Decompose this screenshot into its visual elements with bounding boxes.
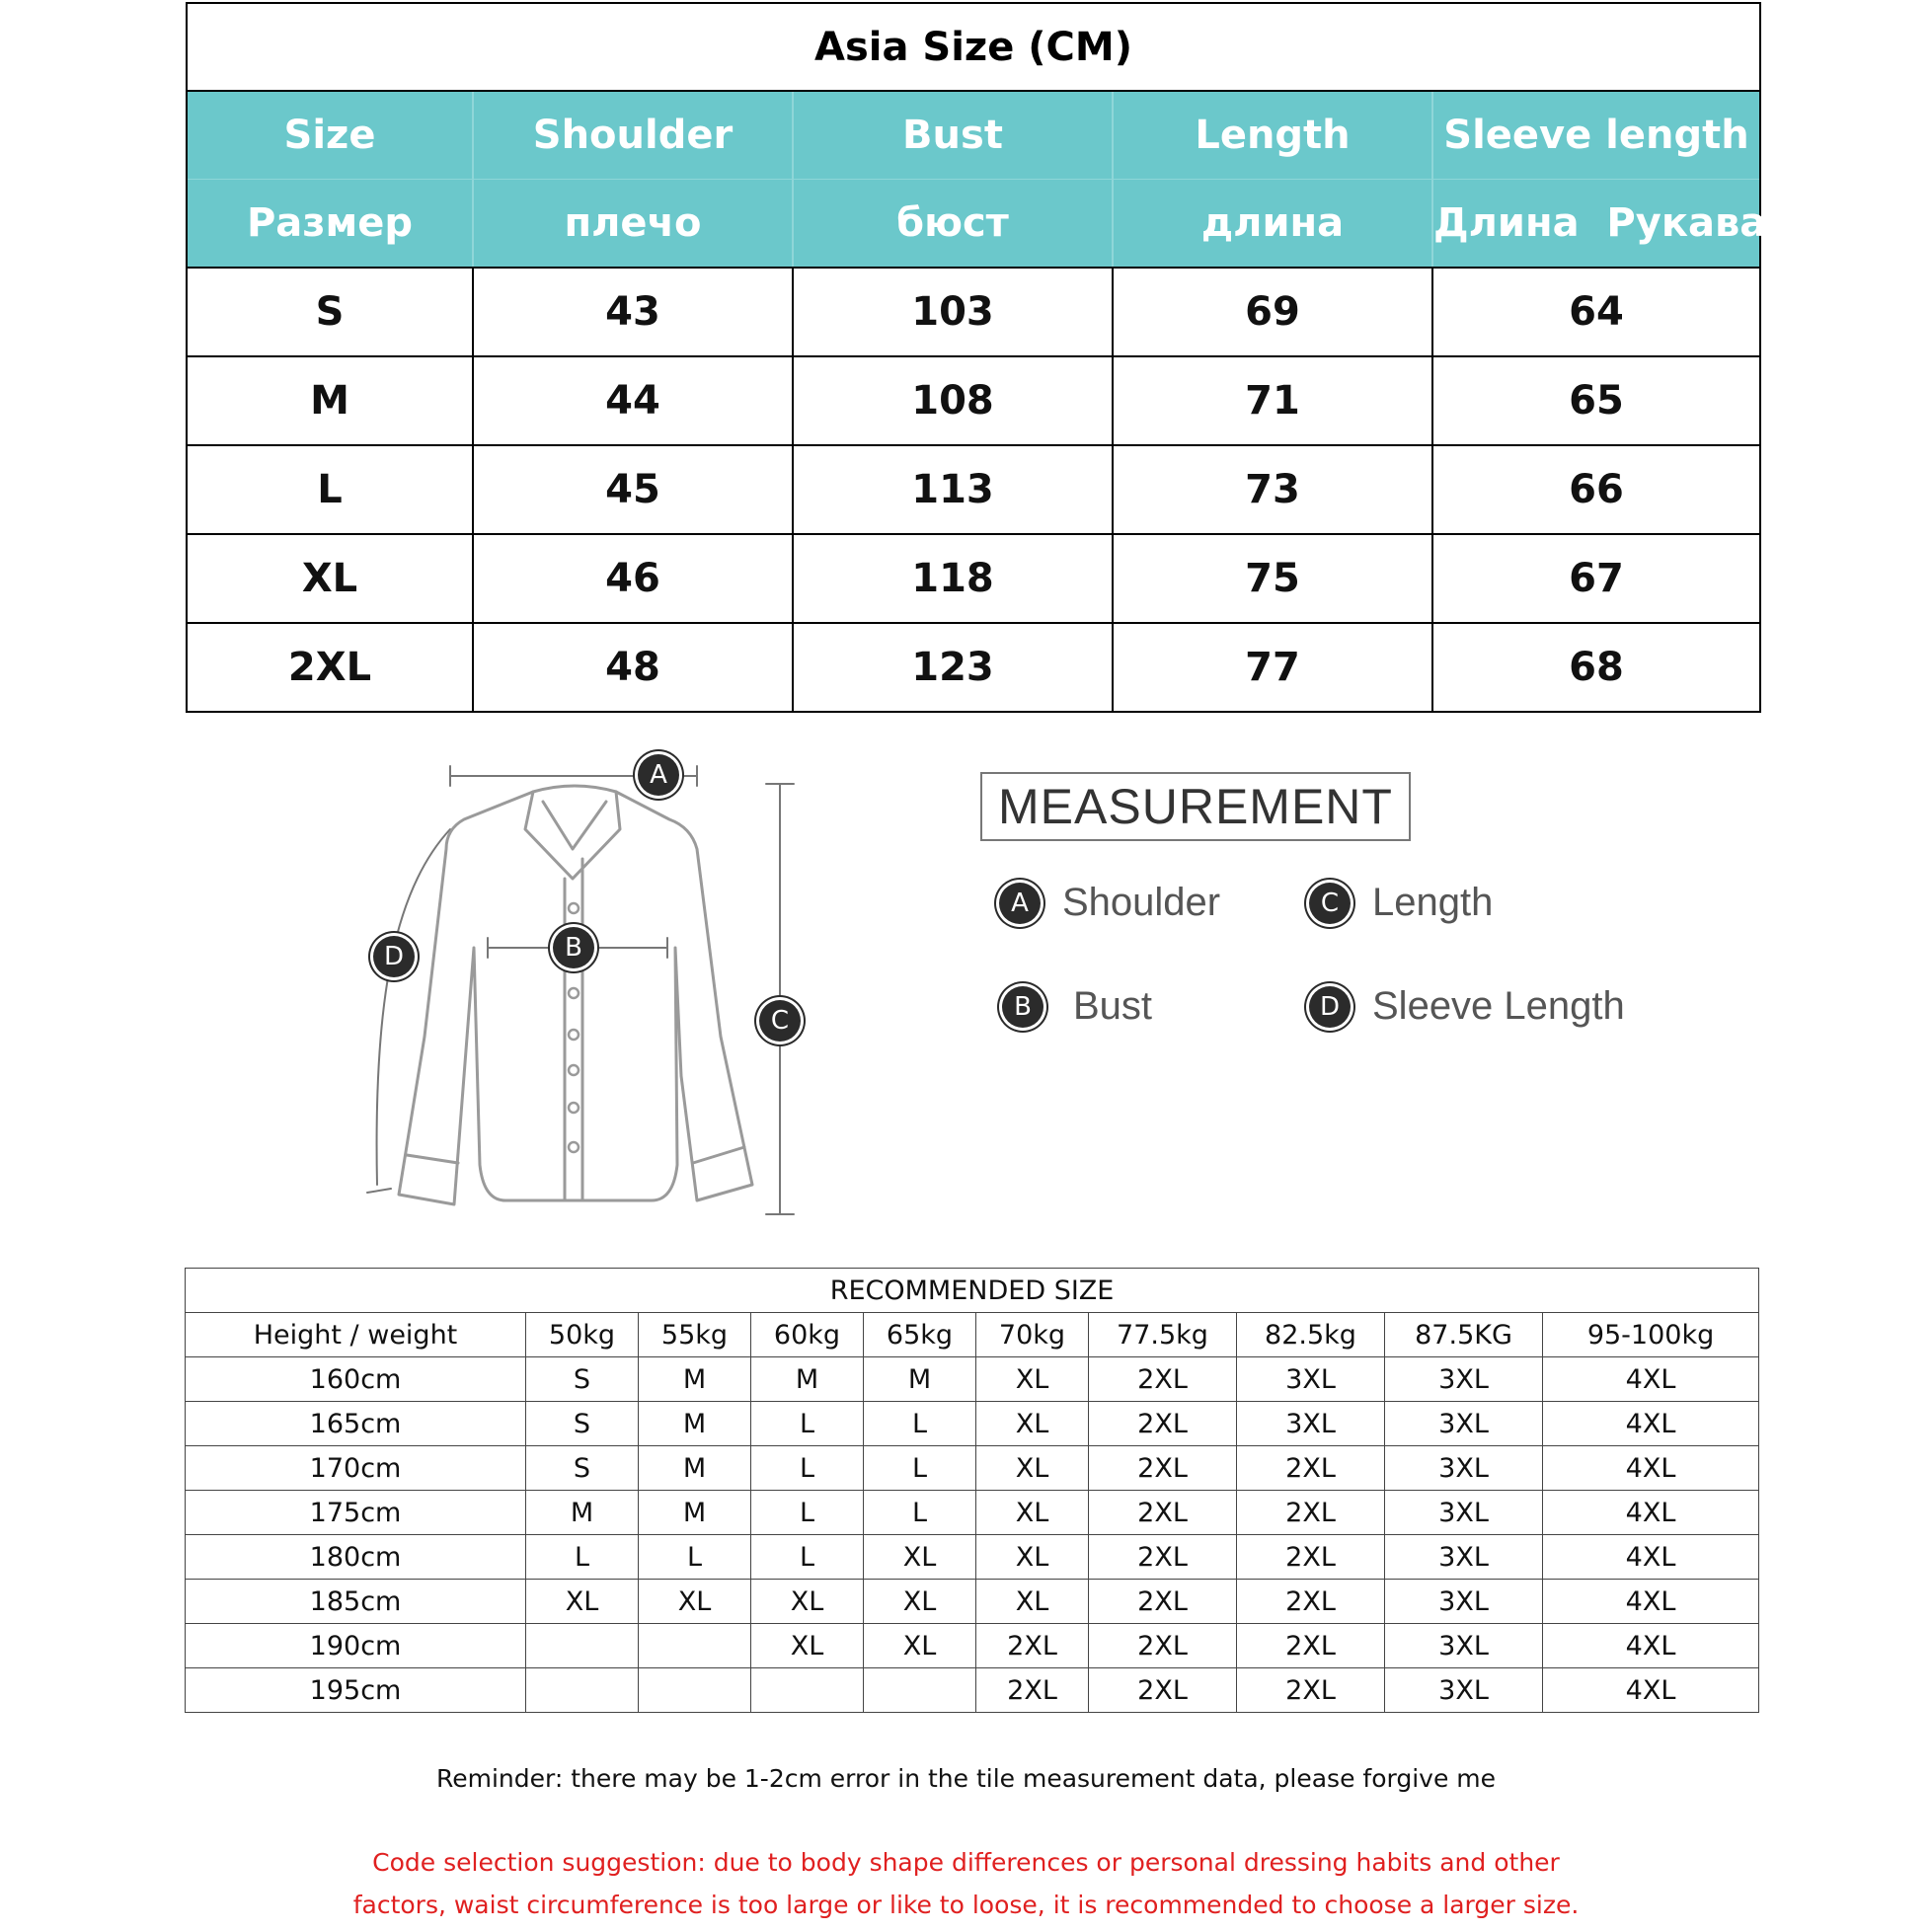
height-cell: 175cm	[186, 1491, 526, 1535]
cell: 118	[793, 534, 1113, 623]
size-cell: M	[639, 1357, 751, 1402]
size-cell: M	[639, 1446, 751, 1491]
shirt-outline	[355, 740, 810, 1224]
suggestion-note-line2: factors, waist circumference is too large or like to loose, it is recommended to choose a larger size.	[352, 1891, 1580, 1919]
recommended-row	[186, 1491, 1759, 1535]
marker-c-icon: C	[759, 1000, 801, 1042]
size-cell: XL	[976, 1446, 1089, 1491]
size-cell: L	[751, 1402, 864, 1446]
header-sleeve-length: Sleeve length	[1432, 91, 1760, 180]
size-row	[187, 356, 1760, 445]
cell: 73	[1113, 445, 1432, 534]
size-cell: 4XL	[1543, 1580, 1759, 1624]
size-cell: 2XL	[1237, 1624, 1385, 1668]
size-row	[187, 623, 1760, 712]
size-cell: L	[751, 1535, 864, 1580]
size-cell: 4XL	[1543, 1402, 1759, 1446]
size-cell: 3XL	[1237, 1357, 1385, 1402]
recommended-size-table	[185, 1268, 1759, 1713]
cell: 48	[473, 623, 793, 712]
cell: 69	[1113, 268, 1432, 356]
rec-header: 77.5kg	[1089, 1313, 1237, 1357]
size-cell: XL	[864, 1624, 976, 1668]
size-cell: 2XL	[1089, 1668, 1237, 1713]
rec-header: 50kg	[526, 1313, 639, 1357]
header-bust: Bust	[793, 91, 1113, 180]
height-cell: 195cm	[186, 1668, 526, 1713]
recommended-body	[186, 1357, 1759, 1713]
cell: 64	[1432, 268, 1760, 356]
size-cell: M	[864, 1357, 976, 1402]
size-cell: 3XL	[1237, 1402, 1385, 1446]
size-cell	[639, 1668, 751, 1713]
size-cell: 3XL	[1385, 1580, 1543, 1624]
cell: 46	[473, 534, 793, 623]
height-cell: 165cm	[186, 1402, 526, 1446]
legend-length	[1309, 881, 1493, 925]
legend-sleeve-length-label: Sleeve Length	[1372, 984, 1625, 1028]
cell: 77	[1113, 623, 1432, 712]
size-cell: 3XL	[1385, 1357, 1543, 1402]
cell: 43	[473, 268, 793, 356]
legend-d-icon: D	[1309, 986, 1351, 1028]
cell: S	[187, 268, 473, 356]
size-cell: 4XL	[1543, 1446, 1759, 1491]
size-cell: 2XL	[1237, 1446, 1385, 1491]
size-cell: XL	[976, 1580, 1089, 1624]
size-cell: XL	[639, 1580, 751, 1624]
cell: 103	[793, 268, 1113, 356]
header-row-en	[187, 91, 1760, 180]
size-cell: S	[526, 1357, 639, 1402]
size-cell: 4XL	[1543, 1535, 1759, 1580]
cell: 71	[1113, 356, 1432, 445]
size-cell: L	[864, 1491, 976, 1535]
size-table-title: Asia Size (CM)	[187, 3, 1760, 91]
size-table	[186, 2, 1767, 713]
header-size: Size	[187, 91, 473, 180]
size-cell: M	[751, 1357, 864, 1402]
size-cell: XL	[864, 1580, 976, 1624]
size-cell: 4XL	[1543, 1491, 1759, 1535]
size-cell: S	[526, 1402, 639, 1446]
recommended-header-row	[186, 1313, 1759, 1357]
size-cell: 2XL	[1089, 1357, 1237, 1402]
size-cell: 2XL	[1089, 1402, 1237, 1446]
size-cell: 2XL	[1089, 1535, 1237, 1580]
size-cell: 4XL	[1543, 1357, 1759, 1402]
rec-header: 65kg	[864, 1313, 976, 1357]
size-cell: M	[639, 1402, 751, 1446]
size-row	[187, 268, 1760, 356]
size-cell: L	[639, 1535, 751, 1580]
size-cell: XL	[976, 1491, 1089, 1535]
cell: 75	[1113, 534, 1432, 623]
cell: 113	[793, 445, 1113, 534]
legend-shoulder-label: Shoulder	[1062, 881, 1221, 924]
size-cell: 3XL	[1385, 1491, 1543, 1535]
size-cell: 2XL	[976, 1668, 1089, 1713]
size-cell: 2XL	[1237, 1580, 1385, 1624]
header-shoulder-ru: плечо	[473, 180, 793, 269]
legend-length-label: Length	[1372, 881, 1494, 924]
cell: 45	[473, 445, 793, 534]
header-length: Length	[1113, 91, 1432, 180]
shirt-diagram	[355, 740, 810, 1224]
cell: 66	[1432, 445, 1760, 534]
size-cell: 2XL	[1089, 1446, 1237, 1491]
legend-bust	[1002, 984, 1152, 1029]
size-cell: 4XL	[1543, 1668, 1759, 1713]
size-cell: 3XL	[1385, 1535, 1543, 1580]
marker-a-icon: A	[638, 754, 679, 796]
size-cell: XL	[976, 1402, 1089, 1446]
cell: M	[187, 356, 473, 445]
size-cell: 4XL	[1543, 1624, 1759, 1668]
cell: XL	[187, 534, 473, 623]
size-cell: 3XL	[1385, 1668, 1543, 1713]
rec-header: 87.5KG	[1385, 1313, 1543, 1357]
size-row	[187, 445, 1760, 534]
size-cell: 2XL	[1237, 1535, 1385, 1580]
size-cell: L	[751, 1491, 864, 1535]
recommended-title: RECOMMENDED SIZE	[186, 1269, 1759, 1313]
size-cell: 2XL	[1237, 1491, 1385, 1535]
cell: 65	[1432, 356, 1760, 445]
header-sleeve-length-ru: Длина Рукава	[1432, 180, 1760, 269]
size-cell: XL	[976, 1535, 1089, 1580]
size-cell	[751, 1668, 864, 1713]
size-cell	[526, 1668, 639, 1713]
legend-a-icon: A	[999, 883, 1041, 924]
size-cell: 2XL	[1237, 1668, 1385, 1713]
legend-shoulder	[999, 881, 1220, 925]
recommended-row	[186, 1668, 1759, 1713]
marker-d-icon: D	[373, 936, 415, 977]
cell: 108	[793, 356, 1113, 445]
suggestion-note-line1: Code selection suggestion: due to body shape differences or personal dressing habits and other	[372, 1848, 1560, 1877]
size-cell: L	[526, 1535, 639, 1580]
height-cell: 190cm	[186, 1624, 526, 1668]
cell: 68	[1432, 623, 1760, 712]
size-cell: XL	[864, 1535, 976, 1580]
size-cell: 2XL	[1089, 1491, 1237, 1535]
cell: L	[187, 445, 473, 534]
size-cell: L	[864, 1446, 976, 1491]
height-cell: 185cm	[186, 1580, 526, 1624]
size-cell: 3XL	[1385, 1624, 1543, 1668]
marker-b-icon: B	[553, 927, 594, 968]
height-cell: 170cm	[186, 1446, 526, 1491]
size-cell: M	[639, 1491, 751, 1535]
recommended-row	[186, 1402, 1759, 1446]
header-length-ru: длина	[1113, 180, 1432, 269]
header-size-ru: Размер	[187, 180, 473, 269]
legend-b-icon: B	[1002, 986, 1043, 1028]
size-cell: 2XL	[1089, 1580, 1237, 1624]
size-cell: 3XL	[1385, 1402, 1543, 1446]
header-shoulder: Shoulder	[473, 91, 793, 180]
rec-header: 60kg	[751, 1313, 864, 1357]
rec-header: 95-100kg	[1543, 1313, 1759, 1357]
size-cell	[864, 1668, 976, 1713]
size-cell: S	[526, 1446, 639, 1491]
cell: 2XL	[187, 623, 473, 712]
cell: 44	[473, 356, 793, 445]
size-cell	[526, 1624, 639, 1668]
size-cell: 3XL	[1385, 1446, 1543, 1491]
rec-header: Height / weight	[186, 1313, 526, 1357]
size-cell: 2XL	[1089, 1624, 1237, 1668]
header-bust-ru: бюст	[793, 180, 1113, 269]
rec-header: 70kg	[976, 1313, 1089, 1357]
reminder-note: Reminder: there may be 1-2cm error in the tile measurement data, please forgive me	[435, 1764, 1497, 1793]
legend-bust-label: Bust	[1073, 984, 1153, 1028]
recommended-row	[186, 1446, 1759, 1491]
size-cell: XL	[976, 1357, 1089, 1402]
header-row-ru	[187, 180, 1760, 269]
size-cell: XL	[526, 1580, 639, 1624]
recommended-row	[186, 1624, 1759, 1668]
height-cell: 160cm	[186, 1357, 526, 1402]
size-cell: XL	[751, 1580, 864, 1624]
legend-c-icon: C	[1309, 883, 1351, 924]
cell: 123	[793, 623, 1113, 712]
legend-sleeve-length	[1309, 984, 1625, 1029]
recommended-row	[186, 1357, 1759, 1402]
size-cell: L	[751, 1446, 864, 1491]
measurement-title: MEASUREMENT	[980, 772, 1411, 841]
height-cell: 180cm	[186, 1535, 526, 1580]
rec-header: 55kg	[639, 1313, 751, 1357]
rec-header: 82.5kg	[1237, 1313, 1385, 1357]
cell: 67	[1432, 534, 1760, 623]
size-row	[187, 534, 1760, 623]
size-cell: XL	[751, 1624, 864, 1668]
size-cell: M	[526, 1491, 639, 1535]
size-cell	[639, 1624, 751, 1668]
size-cell: 2XL	[976, 1624, 1089, 1668]
size-cell: L	[864, 1402, 976, 1446]
recommended-row	[186, 1535, 1759, 1580]
recommended-row	[186, 1580, 1759, 1624]
